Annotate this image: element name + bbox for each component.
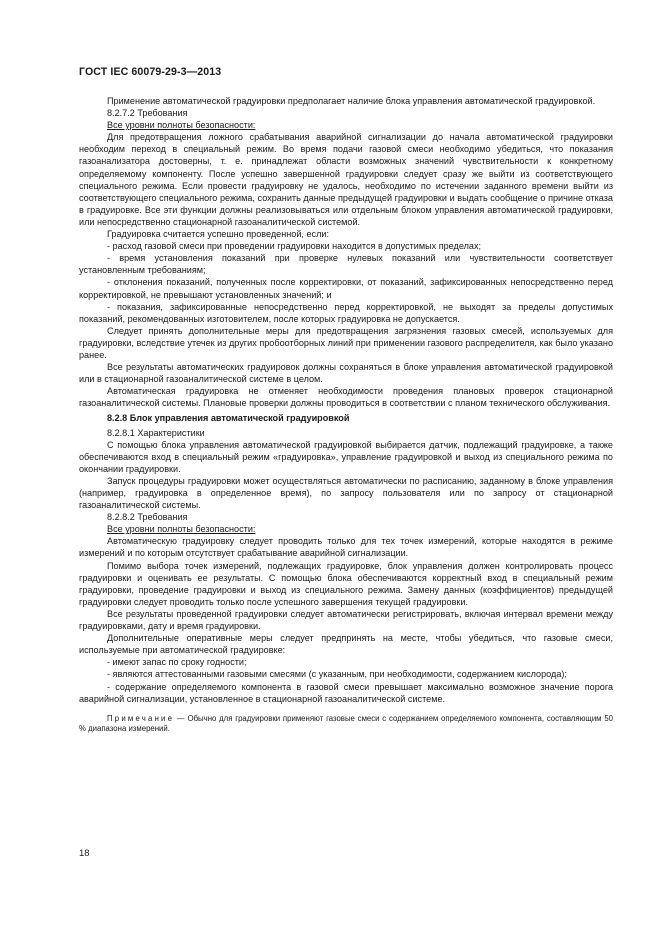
list-item: - содержание определяемого компонента в газовой смеси превышает максимально возможное значение порога аварийной сигнализации, установленное в стационарной газоаналитической системе. [79,681,613,704]
list-item: - расход газовой смеси при проведении градуировки находится в допустимых пределах; [107,241,482,252]
safety-levels-label: Все уровни полноты безопасности: [107,120,256,131]
safety-levels-label: Все уровни полноты безопасности: [107,524,256,535]
paragraph: Градуировка считается успешно проведенной, если: [107,229,329,240]
note-text: — Обычно для градуировки применяют газовые смеси с содержанием определяемого компонента, составляющим 50 % диапазона измерений. [79,713,613,734]
list-item: - имеют запас по сроку годности; [107,657,247,668]
note-label: Примечание [107,713,175,723]
paragraph: Запуск процедуры градуировки может осуществляться автоматически по расписанию, заданному в блоке управления (например, градуировка в определенное время), по запросу пользователя или по запросу от стационарной газоаналитической системы. [79,475,613,511]
paragraph: Все результаты проведенной градуировки следует автоматически регистрировать, включая интервал времени между градуировками, дату и время градуировки. [79,608,613,632]
paragraph: Автоматическую градуировку следует проводить только для тех точек измерений, которые находятся в режиме измерений и по которым отсутствует срабатывание аварийной сигнализации. [79,536,613,559]
list-item: - показания, зафиксированные непосредственно перед корректировкой, не выходят за пределы допустимых показаний, рекомендованных изготовителем, после которых градуировка не допускается. [79,301,613,324]
paragraph: С помощью блока управления автоматической градуировкой выбирается датчик, подлежащий градуировке, а также обеспечиваются вход в специальный режим «градуировка», управление градуировкой и выход из специального режима по окончании градуировки. [79,439,613,474]
list-item: - отклонения показаний, полученных после корректировки, от показаний, зафиксированных непосредственно перед корректировкой, не превышают установленных значений; и [79,277,613,300]
paragraph: Следует принять дополнительные меры для предотвращения загрязнения газовых смесей, используемых для градуировки, вследствие утечек из других пробоотборных линий при применении газового распределителя, как было указано ранее. [79,325,613,360]
section-label: 8.2.8.1 Характеристики [107,427,205,438]
list-item: - являются аттестованными газовыми смесями (с указанным, при необходимости, содержанием кислорода); [107,669,567,680]
document-header: ГОСТ IEC 60079-29-3—2013 [79,66,222,78]
paragraph: Дополнительные оперативные меры следует предпринять на месте, чтобы убедиться, что газовые смеси, используемые при автоматической градуировке: [79,633,613,656]
document-body [79,95,613,735]
paragraph: Все результаты автоматических градуировок должны сохраняться в блоке управления автоматической градуировкой или в стационарной газоаналитической системе в целом. [79,362,613,385]
list-item: - время установления показаний при проверке нулевых показаний или чувствительности соответствует установленным требованиям; [79,253,613,276]
section-label: 8.2.8.2 Требования [107,512,188,523]
section-label: 8.2.7.2 Требования [107,108,188,119]
paragraph: Для предотвращения ложного срабатывания аварийной сигнализации до начала автоматической градуировки необходим переход в специальный режим. Во время подачи газовой смеси необходимо убедиться, что показания газоанализатора достоверны, т. е. принадлежат области возможных значений чувствительности к конкретному определяемому компоненту. После успешно завершенной градуировки следует сразу же выйти из соответствующего специального режима. Если провести градуировку не удалось, необходимо по истечении заданного времени выйти из соответствующего специального режима, сохранить данные предыдущей градуировки и выдать сообщение о причине отказа в градуировке. Все эти функции должны реализовываться или отдельным блоком управления автоматической градуировки, или непосредственно стационарной газоаналитической системой. [79,132,613,227]
paragraph: Автоматическая градуировка не отменяет необходимости проведения плановых проверок стационарной газоаналитической системы. Плановые проверки должны проводиться в соответствии с планом технического обслуживания. [79,386,613,409]
section-heading: 8.2.8 Блок управления автоматической градуировкой [107,413,350,424]
page-number: 18 [79,847,90,858]
note [79,714,613,735]
paragraph: Применение автоматической градуировки предполагает наличие блока управления автоматической градуировкой. [107,96,596,106]
paragraph: Помимо выбора точек измерений, подлежащих градуировке, блок управления должен контролировать процесс градуировки и оценивать ее результаты. С помощью блока обеспечиваются корректный вход в специальный режим градуировки, проведение градуировки и выход из специального режима. Замену данных (коэффициентов) предыдущей градуировки следует проводить только после успешного завершения текущей градуировки. [79,560,613,607]
